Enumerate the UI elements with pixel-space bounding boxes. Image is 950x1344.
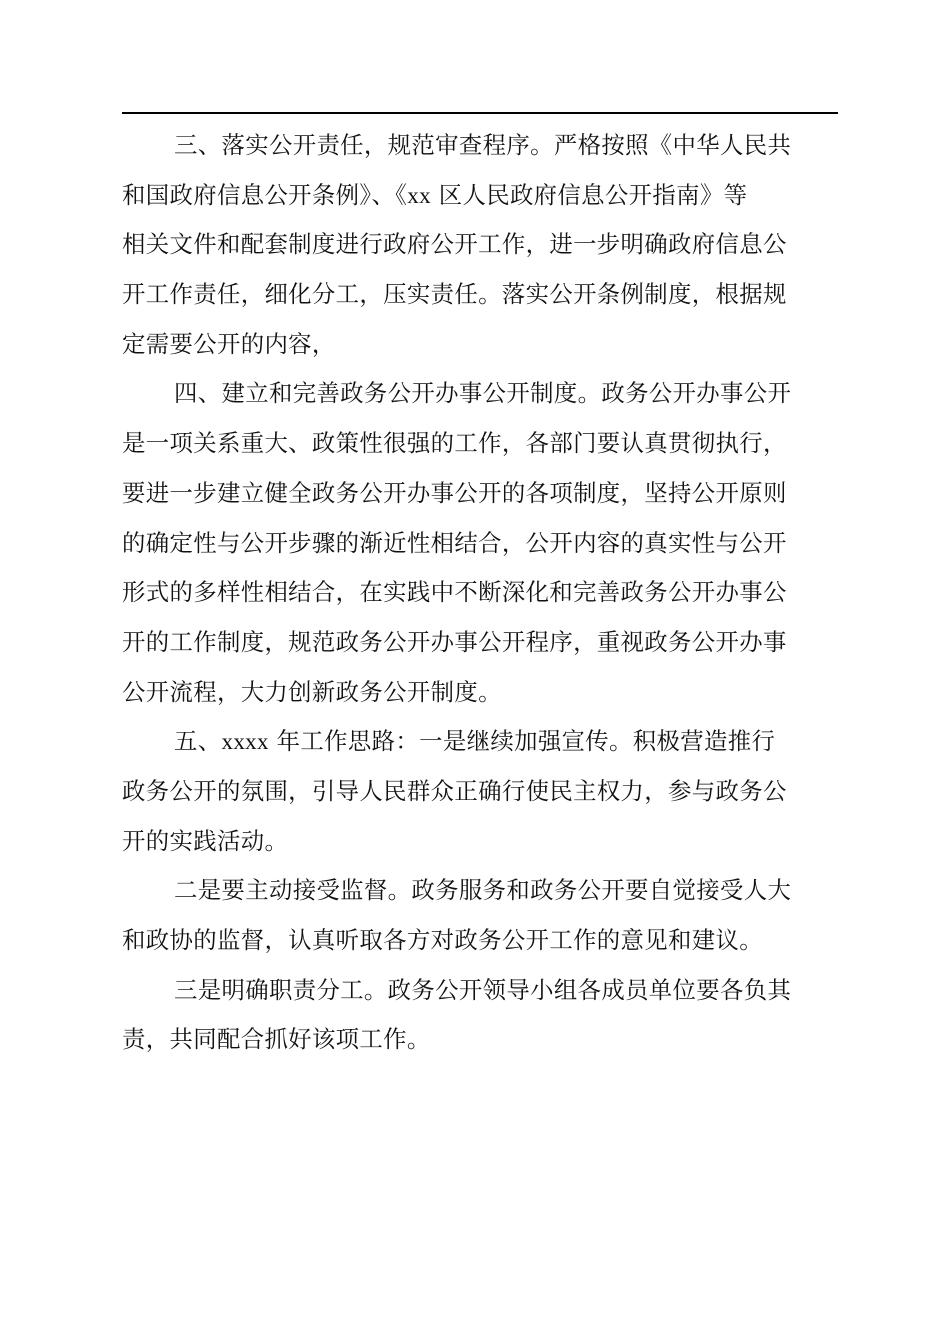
- paragraph-responsibility: [122, 121, 838, 369]
- text-line: 责，共同配合抓好该项工作。: [122, 1025, 431, 1054]
- header-rule: [122, 112, 838, 114]
- text-line: 定需要公开的内容，: [122, 329, 336, 358]
- text-fragment: xxxx: [221, 729, 269, 755]
- document-body: [122, 121, 838, 1065]
- paragraph-work-plan: [122, 717, 838, 866]
- text-line: 形式的多样性相结合，在实践中不断深化和完善政务公开办事公: [122, 578, 787, 607]
- text-fragment: 和国政府信息公开条例》、《: [122, 180, 408, 209]
- text-line: 四、建立和完善政务公开办事公开制度。政务公开办事公开: [174, 379, 792, 408]
- text-line: 开的工作制度，规范政务公开办事公开程序，重视政务公开办事: [122, 627, 787, 656]
- text-fragment: 区人民政府信息公开指南》等: [430, 180, 748, 209]
- text-line: 开工作责任，细化分工，压实责任。落实公开条例制度，根据规: [122, 280, 787, 309]
- text-line: 三是明确职责分工。政务公开领导小组各成员单位要各负其: [174, 975, 792, 1004]
- text-line: 和政协的监督，认真听取各方对政务公开工作的意见和建议。: [122, 926, 763, 954]
- text-line: 的确定性与公开步骤的渐近性相结合，公开内容的真实性与公开: [122, 528, 787, 557]
- text-line: 公开流程，大力创新政务公开制度。: [122, 677, 502, 706]
- text-line: [122, 717, 838, 767]
- text-fragment: 年工作思路：一是继续加强宣传。积极营造推行: [268, 727, 776, 756]
- text-fragment: xx: [407, 182, 431, 208]
- text-line: 相关文件和配套制度进行政府公开工作，进一步明确政府信息公: [122, 230, 787, 259]
- text-line: 三、落实公开责任，规范审查程序。严格按照《中华人民共: [174, 131, 792, 159]
- text-line: 要进一步建立健全政务公开办事公开的各项制度，坚持公开原则: [122, 478, 787, 507]
- text-line: 开的实践活动。: [122, 826, 289, 855]
- text-line: 二是要主动接受监督。政务服务和政务公开要自觉接受人大: [174, 876, 792, 905]
- paragraph-supervision: [122, 866, 838, 965]
- text-line: 是一项关系重大、政策性很强的工作，各部门要认真贯彻执行，: [122, 429, 787, 458]
- paragraph-division-of-duties: [122, 966, 838, 1065]
- text-line: 政务公开的氛围，引导人民群众正确行使民主权力，参与政务公: [122, 776, 787, 805]
- text-line: [122, 171, 838, 221]
- text-fragment: 五、: [174, 727, 222, 756]
- paragraph-system: [122, 369, 838, 717]
